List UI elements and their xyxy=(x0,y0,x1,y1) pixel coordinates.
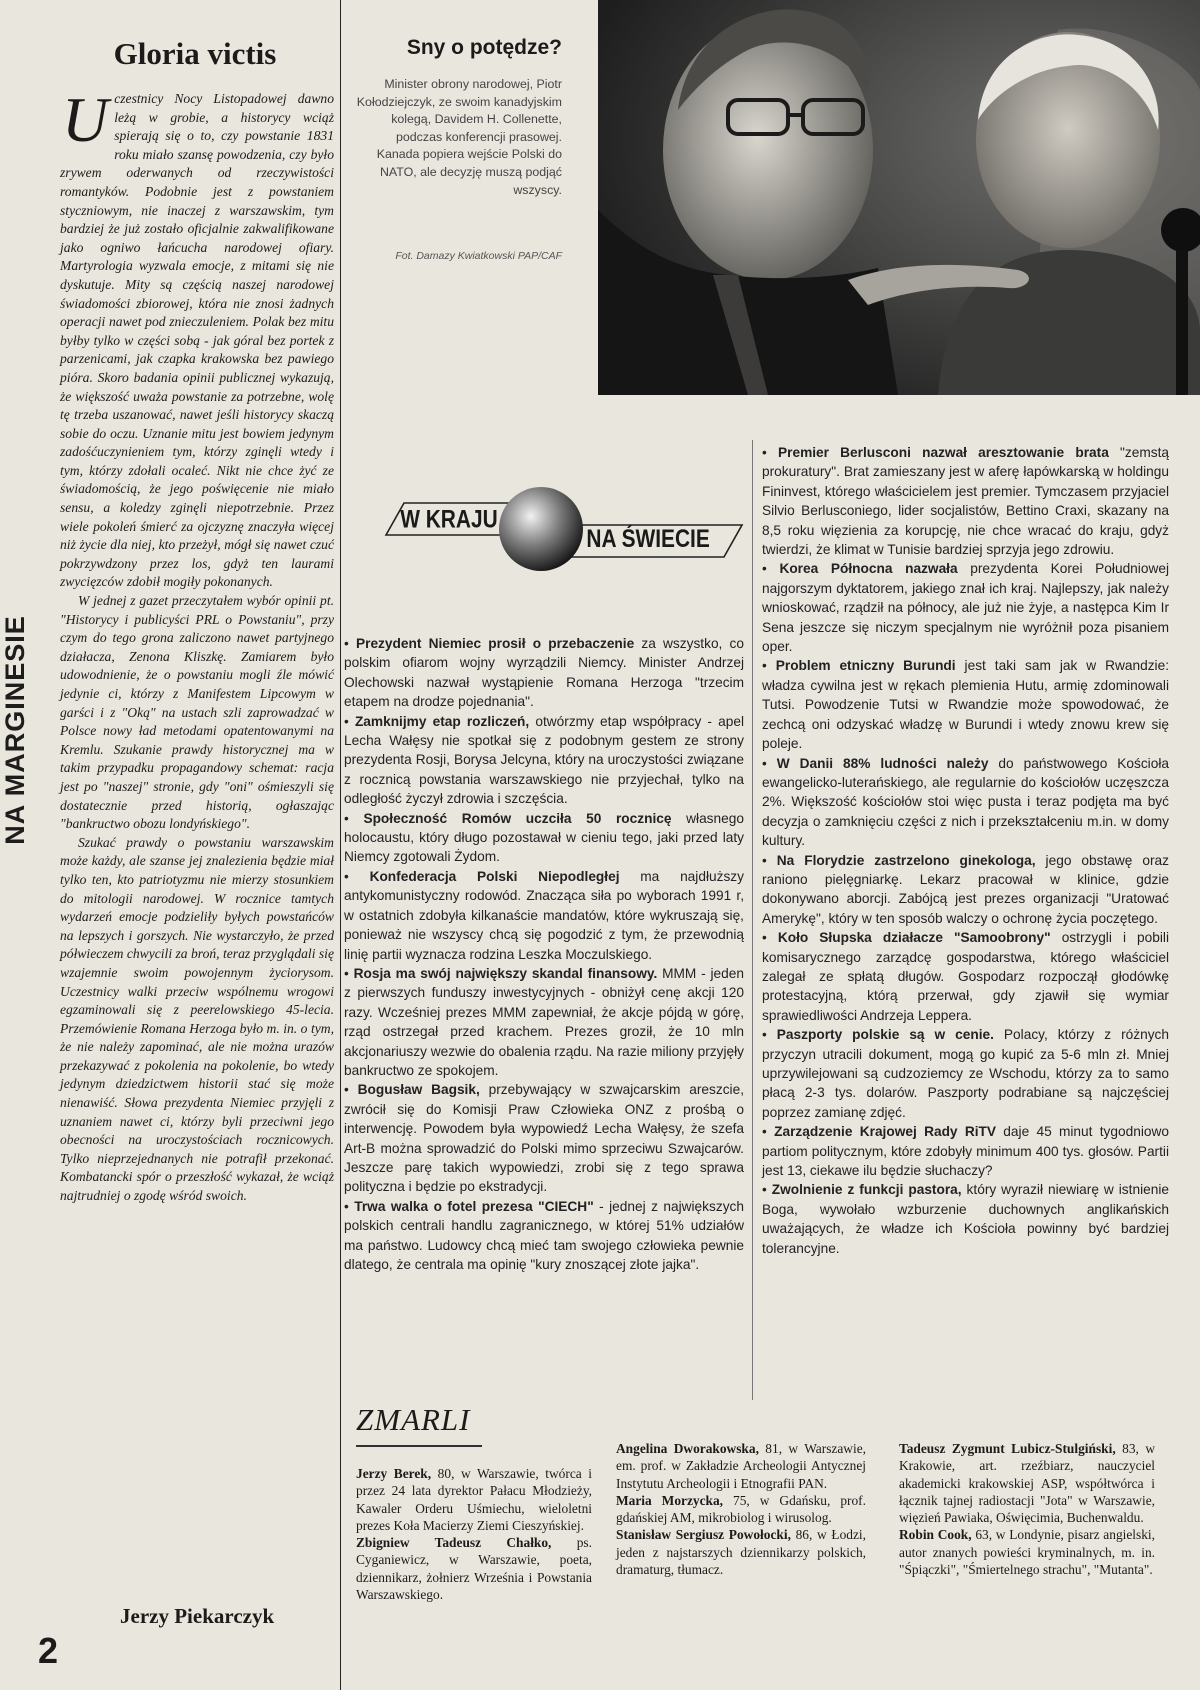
news-lead: Bogusław Bagsik, xyxy=(357,1082,480,1098)
news-text: do państwowego Kościoła ewangelicko-luterańskiego, ale regularnie do kościołów uczęszcza 2%. Większość kościołów stoi więc pusta i teraz podjęta ma być decyzja o zamknięciu części z nich i przekształceniu m.in. w domy kultury. xyxy=(762,755,1169,849)
news-lead: Zwolnienie z funkcji pastora, xyxy=(771,1182,962,1198)
news-item: • Na Florydzie zastrzelono ginekologa, jego obstawę oraz raniono pielęgniarkę. Lekarz pracował w klinice, gdzie dokonywano aborcji. Zabójcą jest prezes organizacji "Uratować Amerykę", który w ten sposób walczy o ochronę życia poczętego. xyxy=(762,852,1169,926)
obituary-entry xyxy=(616,1492,866,1527)
news-lead: Korea Północna nazwała xyxy=(779,561,958,577)
obituary-text: 86, w Łodzi, jeden z najstarszych dziennikarzy polskich, dramaturg, tłumacz. xyxy=(616,1527,866,1578)
news-text: jego obstawę oraz raniono pielęgniarkę. Lekarz pracował w klinice, gdzie dokonywano aborcji. Zabójcą jest prezes organizacji "Uratować Amerykę", który w ten sposób walczy o ochronę życia poczętego. xyxy=(762,852,1169,926)
logo-graphic xyxy=(366,485,744,575)
obituary-entry xyxy=(899,1526,1155,1578)
news-text: otwórzmy etap współpracy - apel Lecha Wałęsy nie spotkał się z podobnym gestem ze strony prezydenta Rosji, Borysa Jelcyna, który na uroczystości związane z rocznicą powstania warszawskiego nie przyjechał, tylko na odległość życzył zdrowia i szczęścia. xyxy=(344,713,744,807)
logo-right-text: NA ŚWIECIE xyxy=(586,524,710,553)
news-column-right xyxy=(762,443,1169,1258)
news-item: • Rosja ma swój największy skandal finansowy. MMM - jeden z pierwszych funduszy inwestycyjnych - obniżył cenę akcji 120 razy. Wcześniej prezes MMM zapewniał, że akcje pójdą w górę, rząd ostrzegał przed krachem. Prezes groził, że 10 mln akcjonariuszy wezwie do obalenia rządu. Na razie miliony przyjęły bankructwo ze spokojem. xyxy=(344,965,744,1078)
news-text: który wyraził niewiarę w istnienie Boga, wywołało wzburzenie duchownych anglikańskich uważających, że władze ich Kościoła powinny być bardziej tolerancyjne. xyxy=(762,1182,1169,1256)
obituary-name: Robin Cook, xyxy=(899,1527,972,1543)
editorial-body xyxy=(60,84,334,1206)
editorial-signature: Jerzy Piekarczyk xyxy=(120,1604,275,1628)
news-text: ma najdłuższy antykomunistyczny rodowód. Znacząca siła po wyborach 1991 r, w ostatnich zdobyła kilkanaście mandatów, które wykruszają się, ponieważ nie wszyscy chcą się pogodzić z tym, że przewodnią linię partii wyznacza rodzina Leszka Moczulskiego. xyxy=(344,868,744,962)
news-text: jest taki sam jak w Rwandzie: władza cywilna jest w rękach plemienia Hutu, armię zdominowali Tutsi. Powodzenie Tutsi w Rwandzie może spowodować, że zechcą oni odzyskać władzę w Burundi i wtedy znowu krew się poleje. xyxy=(762,658,1169,752)
news-item: • Prezydent Niemiec prosił o przebaczenie za wszystko, co polskim ofiarom wojny wyrządzili Niemcy. Minister Andrzej Olechowski nazwał wystąpienie Romana Herzoga "trzecim etapem na drodze pojednania". xyxy=(344,636,744,710)
news-item: • Koło Słupska działacze "Samoobrony" ostrzygli i pobili komisarycznego zarządcę gospodarstwa, którego właściciel zalegał ze spłatą długów. Gospodarz rozpoczął głodówkę protestacyjną, którą przerwał, gdy zjawił się wymiar sprawiedliwości Andrzeja Leppera. xyxy=(762,930,1169,1023)
w-kraju-na-swiecie-logo xyxy=(366,485,744,575)
news-text: własnego holocaustu, który długo pozostawał w cieniu tego, jaki przed laty Niemcy zgotowali Żydom. xyxy=(344,810,744,865)
news-lead: Zamknijmy etap rozliczeń, xyxy=(354,713,530,729)
news-lead: Rosja ma swój największy skandal finansowy. xyxy=(353,965,658,981)
obituary-entry xyxy=(356,1534,592,1603)
news-text: za wszystko, co polskim ofiarom wojny wyrządzili Niemcy. Minister Andrzej Olechowski nazwał wystąpienie Romana Herzoga "trzecim etapem na drodze pojednania". xyxy=(344,636,744,710)
news-item: • Konfederacja Polski Niepodległej ma najdłuższy antykomunistyczny rodowód. Znacząca siła po wyborach 1991 r, w ostatnich zdobyła kilkanaście mandatów, które wykruszają się, ponieważ nie wszyscy chcą się pogodzić z tym, że przewodnią linię partii wyznacza rodzina Leszka Moczulskiego. xyxy=(344,868,744,962)
news-item: • Społeczność Romów uczciła 50 rocznicę własnego holocaustu, który długo pozostawał w cieniu tego, jaki przed laty Niemcy zgotowali Żydom. xyxy=(344,810,744,865)
page-number: 2 xyxy=(38,1630,59,1671)
obituary-name: Angelina Dworakowska, xyxy=(616,1441,759,1456)
news-lead: Społeczność Romów uczciła 50 rocznicę xyxy=(363,810,672,826)
news-item: • Bogusław Bagsik, przebywający w szwajcarskim areszcie, zwrócił się do Komisji Praw Człowieka ONZ z prośbą o interwencję. Powodem była wypowiedź Lecha Wałęsy, że szefa Art-B można sprowadzić do Polski mimo sprzeciwu Szwajcarów. Jeszcze parę takich wypowiedzi, zrobi się z tego sprawa polityczna i będzie po ekstradycji. xyxy=(344,1082,744,1195)
editorial-paragraph: Szukać prawdy o powstaniu warszawskim może każdy, ale szanse jej znalezienia będzie miał tylko ten, kto patriotyzmu nie mierzy stosunkiem do mitologii narodowej. W rocznice tamtych wydarzeń emocje podzieliły byłych powstańców na lepszych i gorszych. Nie wystarczyło, że przed półwieczem chwycili za broń, teraz przyglądali się wzajemnie swoim powojennym życiorysom. Uczestnicy walki przeciw wspólnemu wrogowi egzaminowali się z peerelowskiego 45-lecia. Przemówienie Romana Herzoga było m. in. o tym, że nie należy zapominać, ale nie można urazów przekazywać z pokolenia na pokolenie, bo wtedy jedynym dziedzictwem historii stać się może nienawiść. Słowa prezydenta Niemiec przyjęli z uznaniem nawet ci, którzy byli przeciwni jego obecności na uroczystościach rocznicowych. Tylko nieprzejednanych nie potrafił przekonać. Kombatancki spór o przeszłość wykazał, że wciąż najtrudniej o zgodę wśród swoich. xyxy=(60,834,334,1204)
obituary-entry xyxy=(616,1526,866,1578)
column-divider xyxy=(340,0,341,1690)
news-text: "zemstą prokuratury". Brat zamieszany jest w aferę łapówkarską w holdingu Fininvest, którego właścicielem jest premier. Tymczasem przyjaciel Silvio Berlusconiego, lider socjalistów, Bettino Craxi, skazany na 8,5 roku więzienia za korupcję, nie chce wracać do kraju, gdyż twierdzi, że klimat w Tunisie bardziej sprzyja jego zdrowiu. xyxy=(762,445,1169,558)
news-text: Polacy, którzy z różnych przyczyn utracili dokument, mogą go kupić za 5-6 mln zł. Mniej uprzywilejowani są cudzoziemcy ze Wschodu, którzy za to samo płacą 2-3 tys. dolarów. Paszporty podrabiane są najczęściej poprzez zamianę zdjęć. xyxy=(762,1027,1170,1120)
news-item: • Problem etniczny Burundi jest taki sam jak w Rwandzie: władza cywilna jest w rękach plemienia Hutu, armię zdominowali Tutsi. Powodzenie Tutsi w Rwandzie może spowodować, że zechcą oni odzyskać władzę w Burundi i wtedy znowu krew się poleje. xyxy=(762,658,1169,752)
obituary-text: 63, w Londynie, pisarz angielski, autor znanych powieści kryminalnych, m. in. "Śpiączki", "Śmiertelnego strachu", "Mutanta". xyxy=(899,1527,1155,1578)
logo-left-text: W KRAJU xyxy=(400,504,498,534)
news-text: daje 45 minut tygodniowo partiom politycznym, które zdobyły minimum 400 tys. głosów. Partii jest 13, ciekawe ilu będzie słuchaczy? xyxy=(762,1124,1169,1179)
news-lead: Na Florydzie zastrzelono ginekologa, xyxy=(776,852,1036,868)
news-item: • W Danii 88% ludności należy do państwowego Kościoła ewangelicko-luterańskiego, ale regularnie do kościołów uczęszcza 2%. Większość kościołów stoi więc pusta i teraz podjęta ma być decyzja o zamknięciu części z nich i przekształceniu m.in. w domy kultury. xyxy=(762,755,1169,849)
news-text: ostrzygli i pobili komisarycznego zarządcę gospodarstwa, którego właściciel zalegał ze spłatą długów. Gospodarz rozpoczął głodówkę protestacyjną, którą przerwał, gdy zjawił się wymiar sprawiedliwości Andrzeja Leppera. xyxy=(762,930,1169,1023)
news-item: • Zarządzenie Krajowej Rady RiTV daje 45 minut tygodniowo partiom politycznym, które zdobyły minimum 400 tys. głosów. Partii jest 13, ciekawe ilu będzie słuchaczy? xyxy=(762,1124,1169,1179)
news-lead: Koło Słupska działacze "Samoobrony" xyxy=(777,930,1051,946)
news-text: - jednej z największych polskich centrali handlu zagranicznego, w której 51% udziałów ma państwo. Ludowcy chcą mieć tam swojego człowieka pewnie dlatego, że centrala ma opinię "kury znoszącej złote jajka". xyxy=(344,1198,744,1272)
news-lead: Trwa walka o fotel prezesa "CIECH" xyxy=(354,1198,594,1214)
news-item: • Trwa walka o fotel prezesa "CIECH" - jednej z największych polskich centrali handlu zagranicznego, w której 51% udziałów ma państwo. Ludowcy chcą mieć tam swojego człowieka pewnie dlatego, że centrala ma opinię "kury znoszącej złote jajka". xyxy=(344,1198,744,1272)
obituary-name: Stanisław Sergiusz Powołocki, xyxy=(616,1527,791,1543)
obituary-name: Maria Morzycka, xyxy=(616,1492,724,1508)
press-conference-photo xyxy=(598,0,1200,395)
obituary-entry xyxy=(356,1465,592,1534)
obituary-entry xyxy=(616,1440,866,1492)
column-divider xyxy=(752,440,753,1400)
news-lead: Premier Berlusconi nazwał aresztowanie brata xyxy=(778,445,1109,460)
news-lead: W Danii 88% ludności należy xyxy=(776,755,989,771)
news-lead: Prezydent Niemiec prosił o przebaczenie xyxy=(355,636,635,651)
editorial-paragraph: Uczestnicy Nocy Listopadowej dawno leżą w grobie, a historycy wciąż spierają się o to, czy powstanie 1831 roku miało szansę powodzenia, czy było zrywem oderwanych od rzeczywistości romantyków. Podobnie jest z powstaniem styczniowym, nie inaczej z warszawskim, tym bardziej że już zostało oficjalnie zakwalifikowane jako ogniwo łańcucha narodowej ofiary. Martyrologia wyzwala emocje, z mitami się nie dyskutuje. Mity są częścią naszej narodowej świadomości zbiorowej, która nie znosi żadnych operacji nawet pod znieczuleniem. Polak bez mitu byłby tylko w części sobą - jak góral bez portek z parzenicami, jak czapka krakowska bez pawiego pióra. Skoro badania opinii publicznej wykazują, że większość uważa powstanie za potrzebne, wolę tę trzeba uszanować, nawet jeśli historycy skaczą sobie do oczu. Uznanie mitu jest bowiem jedynym zadośćuczynieniem tym, którzy zginęli wtedy i tym, którzy zdołali ocaleć. Nikt nie chce żyć ze świadomością, że jego poświęcenie nie miało sensu, a koledzy zginęli niepotrzebnie. Przez wiele pokoleń śmierć za ojczyznę znaczyła więcej niż życie dla niej, kto przeżył, mógł się nawet czuć pokrzywdzony przez los, gdyż ten laurami zwycięzców zdobił mogiły pokonanych. xyxy=(60,84,334,590)
obituary-text: 81, w Warszawie, em. prof. w Zakładzie Archeologii Antycznej Instytutu Archeologii i Etnografii PAN. xyxy=(616,1441,866,1491)
obituary-text: ps. Cyganiewicz, w Warszawie, poeta, dziennikarz, żołnierz Września i Powstania Warszawskiego. xyxy=(356,1535,592,1603)
obituary-entry xyxy=(899,1440,1155,1526)
photo-credit: Fot. Damazy Kwiatkowski PAP/CAF xyxy=(395,250,562,262)
news-item: • Zamknijmy etap rozliczeń, otwórzmy etap współpracy - apel Lecha Wałęsy nie spotkał się z podobnym gestem ze strony prezydenta Rosji, Borysa Jelcyna, który na uroczystości związane z rocznicą powstania warszawskiego nie przyjechał, tylko na odległość życzył zdrowia i szczęścia. xyxy=(344,713,744,807)
obituary-name: Zbigniew Tadeusz Chałko, xyxy=(356,1535,552,1551)
news-item: • Premier Berlusconi nazwał aresztowanie brata "zemstą prokuratury". Brat zamieszany jest w aferę łapówkarską w holdingu Fininvest, którego właścicielem jest premier. Tymczasem przyjaciel Silvio Berlusconiego, lider socjalistów, Bettino Craxi, skazany na 8,5 roku więzienia za korupcję, nie chce wracać do kraju, gdyż twierdzi, że klimat w Tunisie bardziej sprzyja jego zdrowiu. xyxy=(762,445,1169,558)
editorial-paragraph: W jednej z gazet przeczytałem wybór opinii pt. "Historycy i publicyści PRL o Powstaniu", przy czym do tego grona zaliczono nawet partyjnego działacza, Zenona Kliszkę. Zamiarem było udowodnienie, że o powstaniu mogli źle mówić jedynie ci, którzy z Manifestem Lipcowym w garści i z "Oką" na ustach szli zaprowadzać w Polsce nowy ład metodami opatentowanymi na Kremlu. Szukanie prawdy historycznej ma w takim przypadku propagandowy schemat: racja jest po "naszej" stronie, gdy "oni" ośmieszyli się dostatecznie przed historią, ogłaszając "bankructwo obozu londyńskiego". xyxy=(60,593,334,832)
news-lead: Konfederacja Polski Niepodległej xyxy=(369,868,620,884)
photo-caption: Minister obrony narodowej, Piotr Kołodziejczyk, ze swoim kanadyjskim kolegą, Davidem H. Collenette, podczas konferencji prasowej. Kanada popiera wejście Polski do NATO, ale decyzję muszą podjąć wszyscy. xyxy=(356,77,562,197)
obituary-name: Jerzy Berek, xyxy=(356,1466,432,1481)
news-text: prezydenta Korei Południowej najgorszym dyktatorem, jakiego znał ich kraj. Najlepszy, jak należy wnioskować, rządził na północy, ale już nie żyje, a następca Kim Ir Sena jeszcze się niczym specjalnym nie wyróżnił poza pisaniem oper. xyxy=(762,561,1169,655)
news-item: • Zwolnienie z funkcji pastora, który wyraził niewiarę w istnienie Boga, wywołało wzburzenie duchownych anglikańskich uważających, że władze ich Kościoła powinny być bardziej tolerancyjne. xyxy=(762,1182,1169,1256)
section-label: NA MARGINESIE xyxy=(0,615,30,845)
news-text: MMM - jeden z pierwszych funduszy inwestycyjnych - obniżył cenę akcji 120 razy. Wcześniej prezes MMM zapewniał, że akcje pójdą w górę, rząd ostrzegał przed krachem. Prezes groził, że 10 mln akcjonariuszy wezwie do obalenia rządu. Na razie miliony przyjęły bankructwo ze spokojem. xyxy=(344,965,744,1078)
news-item: • Korea Północna nazwała prezydenta Korei Południowej najgorszym dyktatorem, jakiego znał ich kraj. Najlepszy, jak należy wnioskować, rządził na północy, ale już nie żyje, a następca Kim Ir Sena jeszcze się niczym specjalnym nie wyróżnił poza pisaniem oper. xyxy=(762,561,1169,655)
obituary-text: 75, w Gdańsku, prof. gdańskiej AM, mikrobiolog i wirusolog. xyxy=(616,1492,866,1526)
obituary-name: Tadeusz Zygmunt Lubicz-Stulgiński, xyxy=(899,1441,1116,1456)
news-item: • Paszporty polskie są w cenie. Polacy, którzy z różnych przyczyn utracili dokument, mogą go kupić za 5-6 mln zł. Mniej uprzywilejowani są cudzoziemcy ze Wschodu, którzy za to samo płacą 2-3 tys. dolarów. Paszporty podrabiane są najczęściej poprzez zamianę zdjęć. xyxy=(762,1027,1170,1120)
obituary-text: 80, w Warszawie, twórca i przez 24 lata dyrektor Pałacu Młodzieży, Kawaler Orderu Uśmiechu, wieloletni prezes Koła Macierzy Ziemi Cieszyńskiej. xyxy=(356,1466,592,1533)
obituaries-column xyxy=(899,1440,1155,1578)
news-text: przebywający w szwajcarskim areszcie, zwrócił się do Komisji Praw Człowieka ONZ z prośbą o interwencję. Powodem była wypowiedź Lecha Wałęsy, że szefa Art-B można sprowadzić do Polski mimo sprzeciwu Szwajcarów. Jeszcze parę takich wypowiedzi, zrobi się z tego sprawa polityczna i będzie po ekstradycji. xyxy=(344,1082,744,1195)
news-lead: Problem etniczny Burundi xyxy=(775,658,956,674)
photo-illustration xyxy=(598,0,1200,395)
news-lead: Paszporty polskie są w cenie. xyxy=(776,1027,994,1043)
news-column-left xyxy=(344,634,744,1274)
obituaries-rule xyxy=(356,1445,482,1447)
obituaries-column xyxy=(356,1465,592,1603)
obituaries-title: ZMARLI xyxy=(356,1402,471,1437)
obituary-text: 83, w Krakowie, art. rzeźbiarz, nauczyciel akademicki krakowskiej ASP, współtwórca i łącznik tajnej radiostacji "Jota" w Warszawie, więzień Pawiaka, Oświęcimia, Buchenwaldu. xyxy=(899,1441,1155,1526)
editorial-title: Gloria victis xyxy=(113,36,277,71)
obituaries-column xyxy=(616,1440,866,1578)
drop-cap: U xyxy=(62,84,109,155)
news-lead: Zarządzenie Krajowej Rady RiTV xyxy=(774,1124,997,1140)
photo-headline: Sny o potędze? xyxy=(406,36,562,59)
